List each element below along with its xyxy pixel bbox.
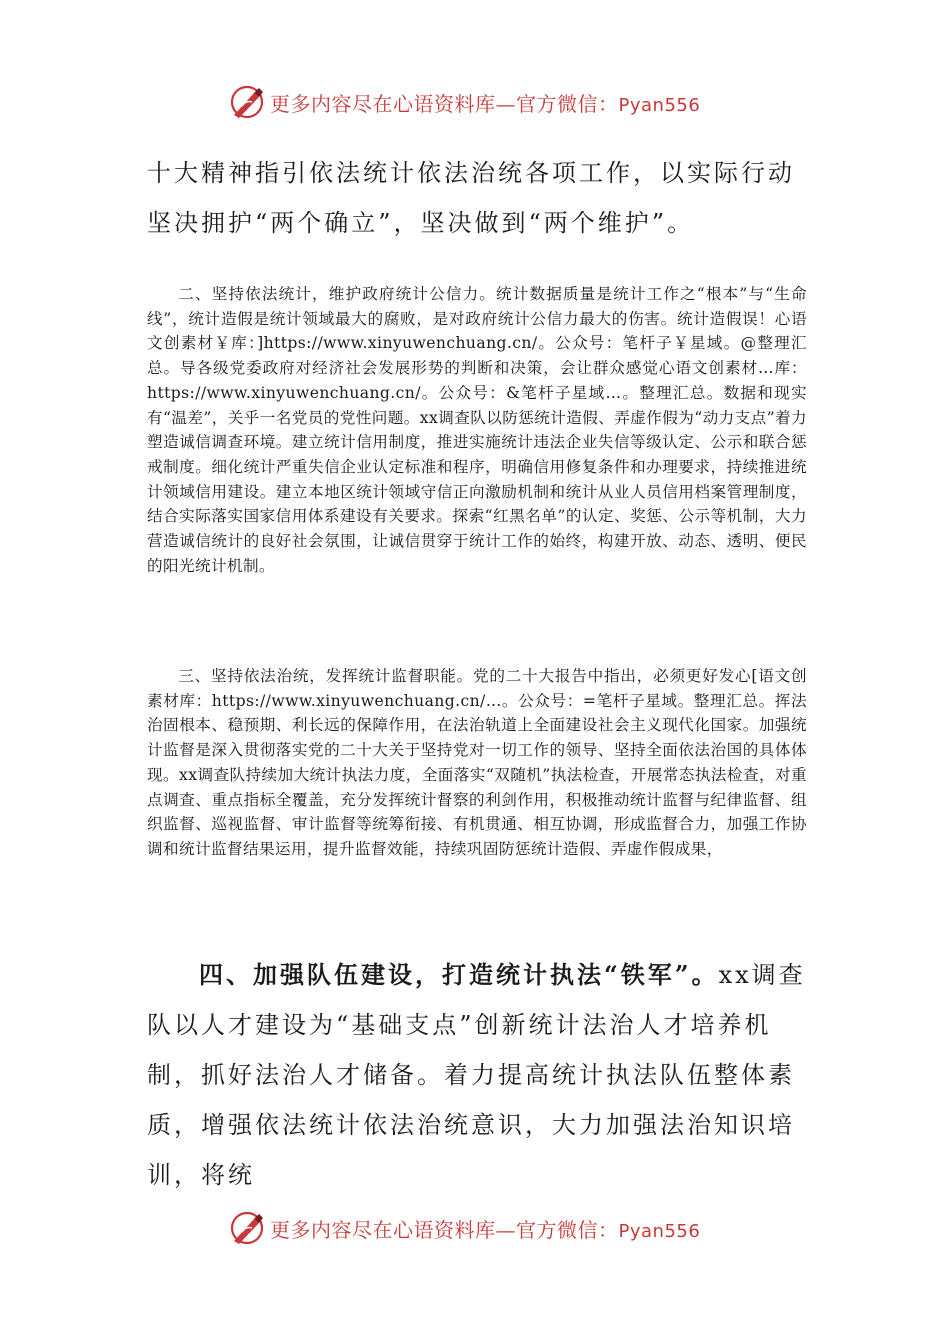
watermark-banner-top xyxy=(228,82,748,122)
watermark-banner-bottom xyxy=(228,1208,748,1248)
paragraph-continued: 十大精神指引依法统计依法治统各项工作，以实际行动坚决拥护“两个确立”，坚决做到“两个维护”。 xyxy=(147,159,795,237)
pen-logo-icon xyxy=(228,1208,268,1248)
watermark-wechat-id: Pyan556 xyxy=(618,1220,701,1242)
section-4-heading: 四、加强队伍建设，打造统计执法“铁军”。 xyxy=(199,960,719,989)
paragraph-section-2: 二、坚持依法统计，维护政府统计公信力。统计数据质量是统计工作之“根本”与“生命线”，统计造假是统计领域最大的腐败，是对政府统计公信力最大的伤害。统计造假误！心语文创素材￥库：]https://www.xinyuwenchuang.cn/。公众号：笔杆子￥星域。@整理汇总。导各级党委政府对经济社会发展形势的判断和决策，会让群众感觉心语文创素材…库：https://www.xinyuwenchuang.cn/。公众号：&笔杆子星域…。整理汇总。数据和现实有“温差”，关乎一名党员的党性问题。xx调查队以防惩统计造假、弄虚作假为“动力支点”着力塑造诚信调查环境。建立统计信用制度，推进实施统计违法企业失信等级认定、公示和联合惩戒制度。细化统计严重失信企业认定标准和程序，明确信用修复条件和办理要求，持续推进统计领域信用建设。建立本地区统计领域守信正向激励机制和统计从业人员信用档案管理制度，结合实际落实国家信用体系建设有关要求。探索“红黑名单”的认定、奖惩、公示等机制，大力营造诚信统计的良好社会氛围，让诚信贯穿于统计工作的始终，构建开放、动态、透明、便民的阳光统计机制。 xyxy=(147,285,807,575)
watermark-label: 更多内容尽在心语资料库—官方微信： xyxy=(270,91,619,116)
section-4-body: xx调查队以人才建设为“基础支点”创新统计法治人才培养机制，抓好法治人才储备。着力提高统计执法队伍整体素质，增强依法统计依法治统意识，大力加强法治知识培训，将统 xyxy=(147,961,806,1189)
paragraph-section-3: 三、坚持依法治统，发挥统计监督职能。党的二十大报告中指出，必须更好发心[语文创素材库：https://www.xinyuwenchuang.cn/…。公众号：=笔杆子星域。整理汇总。挥法治固根本、稳预期、利长远的保障作用，在法治轨道上全面建设社会主义现代化国家。加强统计监督是深入贯彻落实党的二十大关于坚持党对一切工作的领导、坚持全面依法治国的具体体现。xx调查队持续加大统计执法力度，全面落实“双随机”执法检查，开展常态执法检查，对重点调查、重点指标全覆盖，充分发挥统计督察的利剑作用，积极推动统计监督与纪律监督、组织监督、巡视监督、审计监督等统筹衔接、有机贯通、相互协调，形成监督合力，加强工作协调和统计监督结果运用，提升监督效能，持续巩固防惩统计造假、弄虚作假成果， xyxy=(147,667,807,858)
watermark-label: 更多内容尽在心语资料库—官方微信： xyxy=(270,1217,619,1242)
pen-logo-icon xyxy=(228,82,268,122)
paragraph-section-4 xyxy=(147,950,807,1200)
watermark-wechat-id: Pyan556 xyxy=(618,94,701,116)
